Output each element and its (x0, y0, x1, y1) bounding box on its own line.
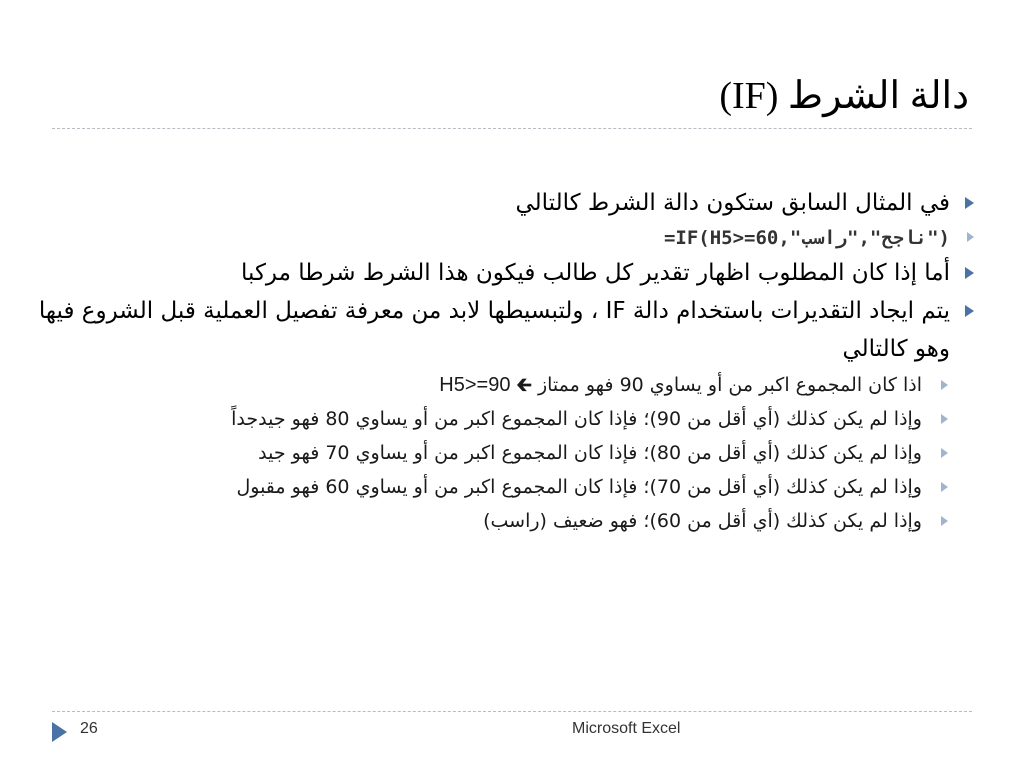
footer-title: Microsoft Excel (572, 720, 681, 737)
bullet-text: يتم ايجاد التقديرات باستخدام دالة IF ، ولتبسيطها لابد من معرفة تفصيل العملية قبل الشروع فيها وهو كالتالي (38, 298, 950, 362)
bullet-triangle-icon (967, 232, 974, 242)
footer-divider (52, 711, 972, 712)
slide-content (36, 184, 978, 538)
page-number: 26 (80, 720, 98, 737)
sub-bullet-item (36, 402, 978, 436)
sub-bullet-triangle-icon (941, 448, 948, 458)
condition-code: H5>=90 (439, 374, 511, 396)
bullet-triangle-icon (965, 197, 974, 209)
bullet-item (36, 292, 978, 368)
sub-bullet-triangle-icon (941, 482, 948, 492)
sub-bullet-text: وإذا لم يكن كذلك (أي أقل من 90)؛ فإذا كان المجموع اكبر من أو يساوي 80 فهو جيدجداً (231, 408, 922, 430)
sub-bullet-item (36, 368, 978, 402)
sub-bullet-text: اذا كان المجموع اكبر من أو يساوي 90 فهو ممتاز (537, 374, 922, 396)
sub-bullet-item (36, 436, 978, 470)
title-divider (52, 128, 972, 129)
sub-bullet-text: وإذا لم يكن كذلك (أي أقل من 60)؛ فهو ضعيف (راسب) (483, 510, 922, 532)
sub-bullet-triangle-icon (941, 414, 948, 424)
bullet-triangle-icon (965, 267, 974, 279)
sub-bullet-text: وإذا لم يكن كذلك (أي أقل من 70)؛ فإذا كان المجموع اكبر من أو يساوي 60 فهو مقبول (236, 476, 922, 498)
bullet-item-formula (36, 222, 978, 254)
footer-arrow-icon (52, 722, 67, 742)
formula-text: =IF(H5>=60,"ناجح","راسب") (663, 227, 950, 249)
sub-bullet-triangle-icon (941, 380, 948, 390)
bullet-item (36, 184, 978, 222)
bullet-triangle-icon (965, 305, 974, 317)
sub-bullet-item (36, 470, 978, 504)
bullet-item (36, 254, 978, 292)
bullet-text: أما إذا كان المطلوب اظهار تقدير كل طالب فيكون هذا الشرط شرطا مركبا (241, 260, 950, 286)
left-arrow-icon: 🡰 (516, 374, 532, 396)
sub-bullet-text: وإذا لم يكن كذلك (أي أقل من 80)؛ فإذا كان المجموع اكبر من أو يساوي 70 فهو جيد (258, 442, 922, 464)
bullet-text: في المثال السابق ستكون دالة الشرط كالتالي (515, 190, 950, 216)
slide-title: دالة الشرط (IF) (719, 75, 969, 117)
sub-bullet-triangle-icon (941, 516, 948, 526)
sub-bullet-item (36, 504, 978, 538)
